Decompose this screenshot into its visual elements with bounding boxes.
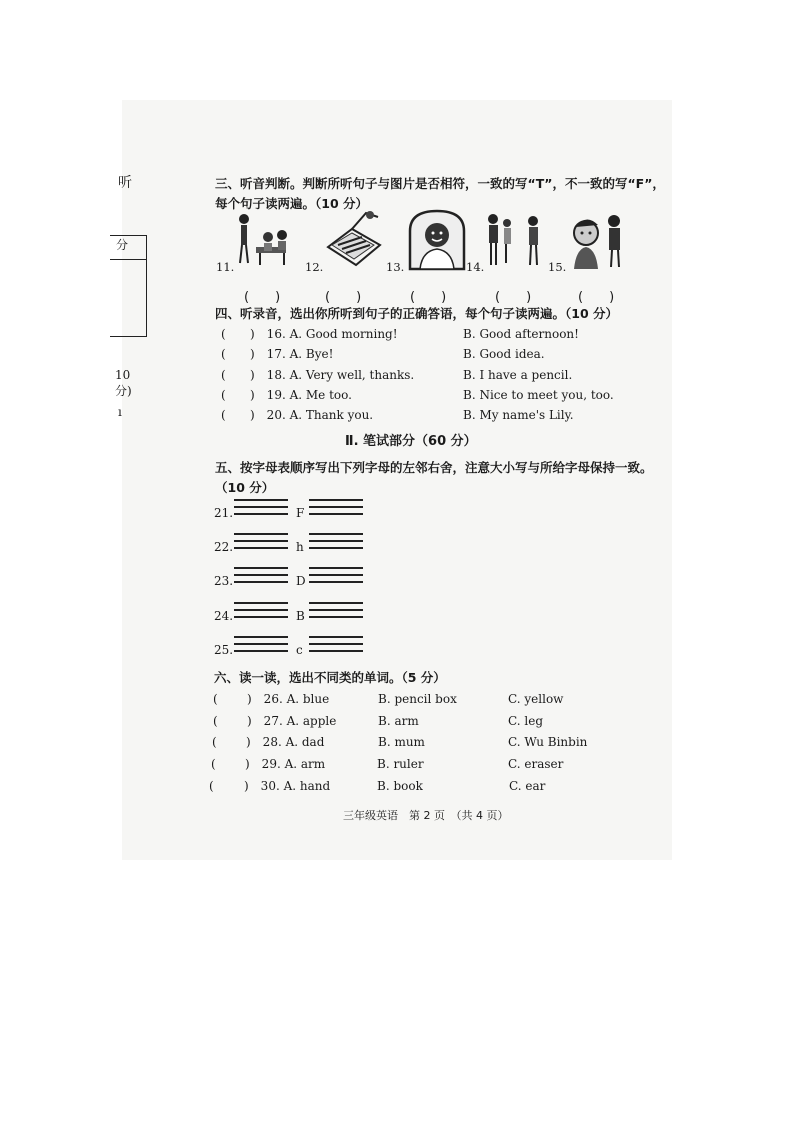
question-option-c: C. eraser <box>508 757 564 771</box>
picture-number: 15. <box>548 260 567 274</box>
question-option-b: B. Good idea. <box>463 347 545 361</box>
right-neighbor-lines[interactable] <box>309 499 363 520</box>
left-margin-strip <box>110 150 150 440</box>
score-box <box>110 235 147 337</box>
question-option-a: ) 29. A. arm <box>245 757 326 771</box>
question-option-b: B. Good afternoon! <box>463 327 579 341</box>
left-neighbor-lines[interactable] <box>234 602 288 623</box>
given-letter: B <box>296 609 305 623</box>
answer-paren-open[interactable]: ( <box>221 408 226 422</box>
section3-heading: 三、听音判断。判断所听句子与图片是否相符，一致的写“T”，不一致的写“F”， <box>215 176 665 191</box>
right-neighbor-lines[interactable] <box>309 636 363 657</box>
left-neighbor-lines[interactable] <box>234 533 288 554</box>
greeting-scene-icon <box>568 207 630 271</box>
question-option-c: C. yellow <box>508 692 564 706</box>
answer-paren-open[interactable]: ( <box>221 368 226 382</box>
question-option-a: ) 16. A. Good morning! <box>250 327 398 341</box>
question-option-a: ) 18. A. Very well, thanks. <box>250 368 415 382</box>
section4-heading: 四、听录音，选出你所听到句子的正确答语，每个句子读两遍。（10 分） <box>215 306 618 321</box>
answer-paren-open[interactable]: ( <box>209 779 214 793</box>
answer-paren-open[interactable]: ( <box>221 347 226 361</box>
answer-paren-open[interactable]: ( <box>213 714 218 728</box>
answer-paren-open[interactable]: ( <box>213 692 218 706</box>
question-option-c: C. ear <box>509 779 546 793</box>
answer-blank[interactable]: ( ) <box>410 290 447 305</box>
answer-blank[interactable]: ( ) <box>325 290 362 305</box>
question-option-b: B. ruler <box>377 757 424 771</box>
picture-number: 11. <box>216 260 235 274</box>
question-option-b: B. My name's Lily. <box>463 408 574 422</box>
classroom-scene-icon <box>232 207 294 271</box>
family-scene-icon <box>483 207 545 271</box>
right-neighbor-lines[interactable] <box>309 567 363 588</box>
given-letter: c <box>296 643 303 657</box>
question-option-b: B. arm <box>378 714 419 728</box>
letter-number: 23. <box>214 574 234 588</box>
question-option-b: B. Nice to meet you, too. <box>463 388 614 402</box>
letter-number: 24. <box>214 609 234 623</box>
question-option-a: ) 30. A. hand <box>244 779 331 793</box>
portrait-icon <box>406 207 468 271</box>
answer-paren-open[interactable]: ( <box>221 388 226 402</box>
question-option-a: ) 28. A. dad <box>246 735 325 749</box>
section5-heading-2: （10 分） <box>215 480 275 495</box>
given-letter: F <box>296 506 305 520</box>
given-letter: D <box>296 574 306 588</box>
margin-mark: ı <box>118 405 122 419</box>
answer-blank[interactable]: ( ) <box>495 290 532 305</box>
question-option-a: ) 27. A. apple <box>247 714 337 728</box>
picture-number: 13. <box>386 260 405 274</box>
page-footer: 三年级英语 第 2 页 （共 4 页） <box>343 809 509 822</box>
section5-heading: 五、按字母表顺序写出下列字母的左邻右舍，注意大小写与所给字母保持一致。 <box>215 460 653 475</box>
score-box-label: 分 <box>110 236 146 260</box>
picture-number: 12. <box>305 260 324 274</box>
given-letter: h <box>296 540 304 554</box>
margin-char: 听 <box>118 175 132 191</box>
letter-number: 21. <box>214 506 234 520</box>
question-option-c: C. Wu Binbin <box>508 735 588 749</box>
question-option-b: B. book <box>377 779 423 793</box>
question-option-b: B. pencil box <box>378 692 457 706</box>
left-neighbor-lines[interactable] <box>234 499 288 520</box>
question-option-a: ) 19. A. Me too. <box>250 388 352 402</box>
left-neighbor-lines[interactable] <box>234 636 288 657</box>
answer-paren-open[interactable]: ( <box>221 327 226 341</box>
left-neighbor-lines[interactable] <box>234 567 288 588</box>
section3-heading-2: 每个句子读两遍。（10 分） <box>215 196 368 211</box>
pencil-box-icon <box>322 207 384 271</box>
answer-blank[interactable]: ( ) <box>578 290 615 305</box>
picture-number: 14. <box>466 260 485 274</box>
answer-paren-open[interactable]: ( <box>211 757 216 771</box>
right-neighbor-lines[interactable] <box>309 533 363 554</box>
letter-number: 25. <box>214 643 234 657</box>
question-option-b: B. mum <box>378 735 425 749</box>
letter-number: 22. <box>214 540 234 554</box>
section6-heading: 六、读一读，选出不同类的单词。（5 分） <box>214 670 446 685</box>
answer-blank[interactable]: ( ) <box>244 290 281 305</box>
margin-score: 10 分) <box>115 368 132 398</box>
question-option-b: B. I have a pencil. <box>463 368 573 382</box>
question-option-a: ) 17. A. Bye! <box>250 347 334 361</box>
question-option-a: ) 20. A. Thank you. <box>250 408 374 422</box>
right-neighbor-lines[interactable] <box>309 602 363 623</box>
question-option-a: ) 26. A. blue <box>247 692 330 706</box>
answer-paren-open[interactable]: ( <box>212 735 217 749</box>
part2-title: Ⅱ. 笔试部分（60 分） <box>345 434 477 449</box>
question-option-c: C. leg <box>508 714 544 728</box>
